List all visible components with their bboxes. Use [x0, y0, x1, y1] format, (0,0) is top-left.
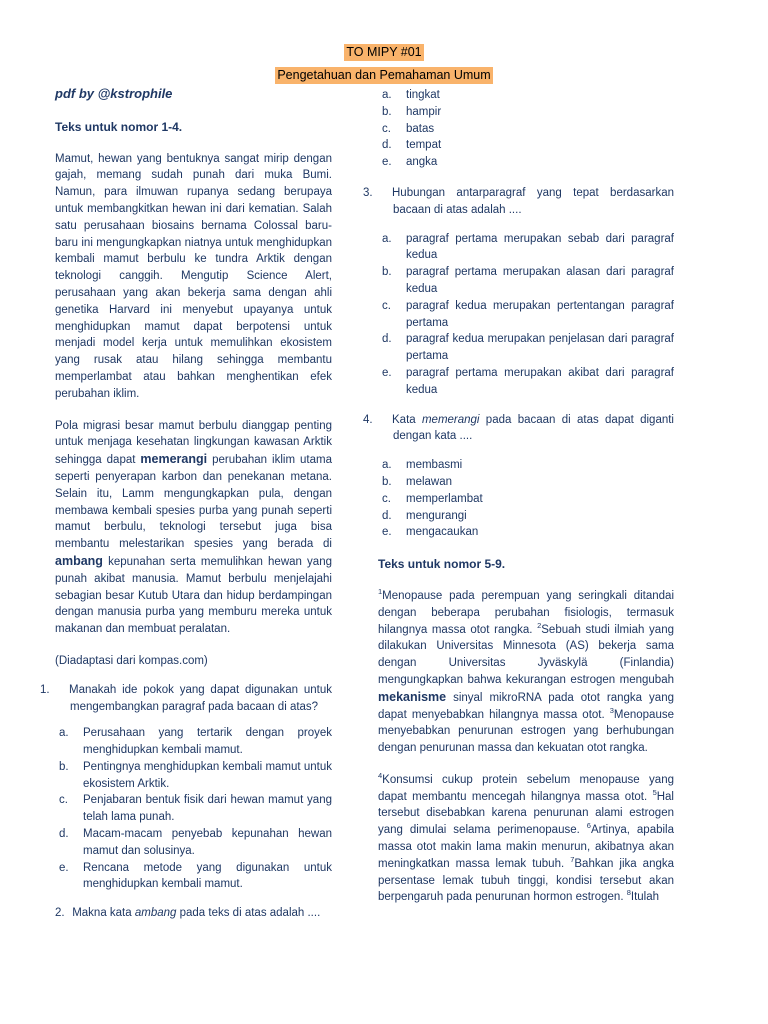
option-2e[interactable]: e. angka [382, 156, 438, 169]
section-heading-5-9: Teks untuk nomor 5-9. [378, 557, 506, 572]
option-3c[interactable]: c. paragraf kedua merupakan pertentangan paragraf pertama [382, 299, 674, 329]
question-2-options [378, 87, 674, 171]
option-1c[interactable]: c. Penjabaran bentuk fisik dari hewan mamut yang telah lama punah. [59, 794, 332, 824]
question-1-text: Manakah ide pokok yang dapat digunakan untuk mengembangkan paragraf pada bacaan di atas? [69, 683, 332, 713]
question-3: 3. Hubungan antarparagraf yang tepat berdasarkan bacaan di atas adalah .... [363, 186, 674, 216]
question-3-text: Hubungan antarparagraf yang tepat berdasarkan bacaan di atas adalah .... [392, 186, 674, 216]
question-4: 4. Kata memerangi pada bacaan di atas dapat diganti dengan kata .... [363, 413, 674, 443]
option-4e[interactable]: e. mengacaukan [382, 526, 479, 539]
option-3e[interactable]: e. paragraf pertama merupakan akibat dari paragraf kedua [382, 366, 674, 396]
paragraph-1: Mamut, hewan yang bentuknya sangat mirip dengan gajah, memang sudah punah dari muka Bumi. Namun, para ilmuwan rupanya sedang berupaya untuk membangkitkan hewan ini dari kematian. Salah satu perusahaan biosains bernama Colossal baru-baru ini mengungkapkan niatnya untuk menghidupkan kembali mamut berbulu ke tundra Arktik dengan teknologi canggih. Mengutip Science Alert, perusahaan yang akan bekerja sama dengan ahli genetika Harvard ini menyebut upayanya untuk menghidupkan mamut dapat berpotensi untuk menjadi model kerja untuk memulihkan ekosistem yang rusak atau hilang sehingga membantu memperlambat atau bahkan menghentikan efek perubahan iklim. [55, 152, 332, 400]
document-title: TO MIPY #01 [346, 45, 422, 59]
brand-credit: pdf by @kstrophile [55, 86, 173, 101]
question-2-keyword: ambang [134, 907, 177, 920]
keyword-memerangi: memerangi [140, 452, 208, 467]
option-1d[interactable]: d. Macam-macam penyebab kepunahan hewan mamut dan solusinya. [59, 828, 332, 857]
left-column [40, 85, 332, 922]
paragraph-4: $^4$Konsumsi cukup protein sebelum menopause yang dapat membantu mencegah hilangnya massa otot. $^5$Hal tersebut disebabkan karena penurunan alami estrogen yang dimulai selama perimenopause. $^6$Artinya, apabila massa otot makin lama makin menurun, akibatnya akan meningkatkan massa lemak tubuh. $^7$Bahkan jika angka persentase lemak tubuh tinggi, kondisi tersebut akan berpengaruh pada penurunan hormon estrogen. $^8$Itulah [378, 771, 675, 904]
keyword-ambang: ambang [55, 553, 103, 568]
header [0, 43, 768, 84]
question-2: 2. Makna kata ambang pada teks di atas adalah .... [55, 907, 321, 920]
question-4-keyword: memerangi [421, 413, 480, 426]
option-1e[interactable]: e. Rencana metode yang digunakan untuk menghidupkan kembali mamut. [59, 861, 332, 891]
option-3d[interactable]: d. paragraf kedua merupakan penjelasan dari paragraf pertama [382, 333, 674, 363]
option-3a[interactable]: a. paragraf pertama merupakan sebab dari paragraf kedua [382, 232, 674, 262]
keyword-mekanisme: mekanisme [378, 689, 447, 704]
option-1b[interactable]: b. Pentingnya menghidupkan kembali mamut untuk ekosistem Arktik. [59, 760, 332, 790]
option-4c[interactable]: c. memperlambat [382, 492, 483, 505]
question-3-options [378, 231, 674, 399]
paragraph-3: $^1$Menopause pada perempuan yang seringkali ditandai dengan beberapa perubahan fisiologis, termasuk hilangnya massa otot rangka. $^2$Sebuah studi ilmiah yang dilakukan Universitas Minnesota (AS) bekerja sama dengan Universitas Jyväskylä (Finlandia) mengungkapkan bahwa kekurangan estrogen mengubah mekanisme sinyal mikroRNA pada otot rangka yang dapat menyebabkan hilangnya massa otot. $^3$Menopause menyebabkan penurunan estrogen yang berhubungan dengan penurunan massa dan kekuatan otot rangka. [378, 587, 674, 755]
right-column [363, 85, 675, 906]
document-subtitle: Pengetahuan dan Pemahaman Umum [277, 68, 491, 82]
paragraph-2: Pola migrasi besar mamut berbulu dianggap penting untuk menjaga kesehatan lingkungan kawasan Arktik sehingga dapat memerangi perubahan iklim utama seperti penyerapan karbon dan penekanan metana. Selain itu, Lamm mengungkapkan pula, dengan membawa kembali spesies purba yang punah seperti mamut berbulu, teknologi tersebut juga bisa membantu melestarikan spesies yang berada di ambang kepunahan serta memulihkan hewan yang punah akibat manusia. Mamut berbulu menjelajahi sebagian besar Kutub Utara dan hidup berdampingan dengan manusia purba yang memburu mereka untuk makanan dan membuat peralatan. [55, 419, 332, 636]
option-2c[interactable]: c. batas [382, 122, 435, 135]
option-4b[interactable]: b. melawan [382, 475, 453, 488]
option-1a[interactable]: a. Perusahaan yang tertarik dengan proyek menghidupkan kembali mamut. [59, 727, 332, 757]
section-heading-1-4: Teks untuk nomor 1-4. [55, 119, 183, 134]
option-2a[interactable]: a. tingkat [382, 89, 440, 101]
question-1: 1. Manakah ide pokok yang dapat digunakan untuk mengembangkan paragraf pada bacaan di atas? [40, 683, 332, 713]
option-3b[interactable]: b. paragraf pertama merupakan alasan dari paragraf kedua [382, 266, 674, 295]
question-4-options [378, 457, 674, 541]
option-2d[interactable]: d. tempat [382, 139, 442, 152]
option-4d[interactable]: d. mengurangi [382, 509, 467, 522]
option-4a[interactable]: a. membasmi [382, 459, 463, 472]
option-2b[interactable]: b. hampir [382, 105, 442, 118]
question-1-options [55, 725, 332, 893]
source-citation: (Diadaptasi dari kompas.com) [55, 654, 208, 667]
